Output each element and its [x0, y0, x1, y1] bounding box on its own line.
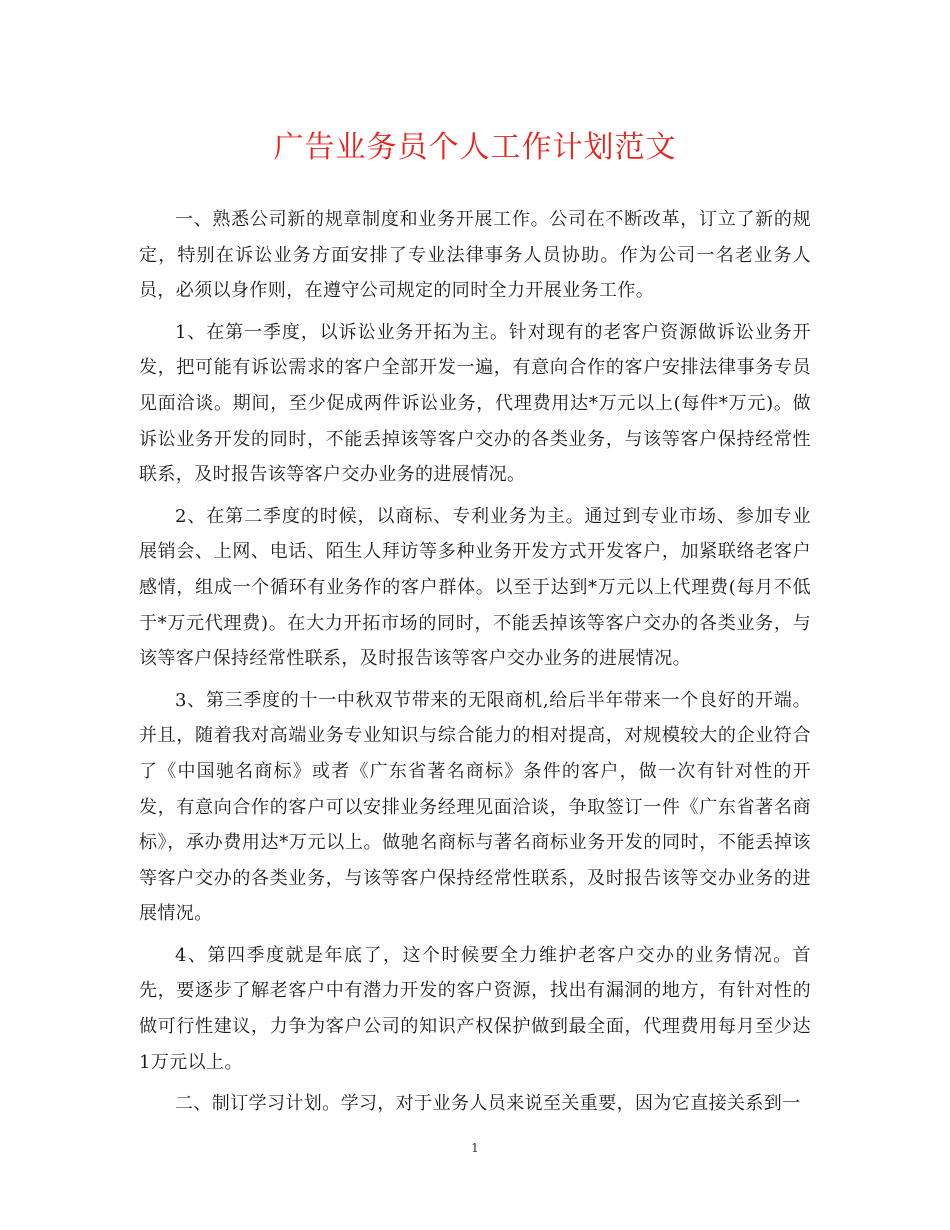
paragraph-quarter-1: 1、在第一季度，以诉讼业务开拓为主。针对现有的老客户资源做诉讼业务开发，把可能有诉讼需求的客户全部开发一遍，有意向合作的客户安排法律事务专员见面洽谈。期间，至少促成两件诉讼业务，代理费用达*万元以上(每件*万元)。做诉讼业务开发的同时，不能丢掉该等客户交办的各类业务，与该等客户保持经常性联系，及时报告该等客户交办业务的进展情况。: [139, 321, 811, 486]
document-title: 广告业务员个人工作计划范文: [273, 130, 677, 165]
paragraph-quarter-2: 2、在第二季度的时候，以商标、专利业务为主。通过到专业市场、参加专业展销会、上网、电话、陌生人拜访等多种业务开发方式开发客户，加紧联络老客户感情，组成一个循环有业务作的客户群体。以至于达到*万元以上代理费(每月不低于*万元代理费)。在大力开拓市场的同时，不能丢掉该等客户交办的各类业务，与该等客户保持经常性联系，及时报告该等客户交办业务的进展情况。: [139, 505, 811, 670]
paragraph-quarter-4: 4、第四季度就是年底了，这个时候要全力维护老客户交办的业务情况。首先，要逐步了解老客户中有潜力开发的客户资源，找出有漏洞的地方，有针对性的做可行性建议，力争为客户公司的知识产权保护做到最全面，代理费用每月至少达1万元以上。: [139, 944, 811, 1073]
page-number: 1: [471, 1141, 479, 1155]
paragraph-quarter-3: 3、第三季度的十一中秋双节带来的无限商机,给后半年带来一个良好的开端。并且，随着我对高端业务专业知识与综合能力的相对提高，对规模较大的企业符合了《中国驰名商标》或者《广东省著名商标》条件的客户，做一次有针对性的开发，有意向合作的客户可以安排业务经理见面洽谈，争取签订一件《广东省著名商标》，承办费用达*万元以上。做驰名商标与著名商标业务开发的同时，不能丢掉该等客户交办的各类业务，与该等客户保持经常性联系，及时报告该等交办业务的进展情况。: [139, 689, 811, 925]
paragraph-section-2: 二、制订学习计划。学习，对于业务人员来说至关重要，因为它直接关系到一: [175, 1093, 801, 1115]
document-body: [139, 202, 811, 1128]
paragraph-section-1: 一、熟悉公司新的规章制度和业务开展工作。公司在不断改革，订立了新的规定，特别在诉讼业务方面安排了专业法律事务人员协助。作为公司一名老业务人员，必须以身作则，在遵守公司规定的同时全力开展业务工作。: [139, 209, 811, 302]
